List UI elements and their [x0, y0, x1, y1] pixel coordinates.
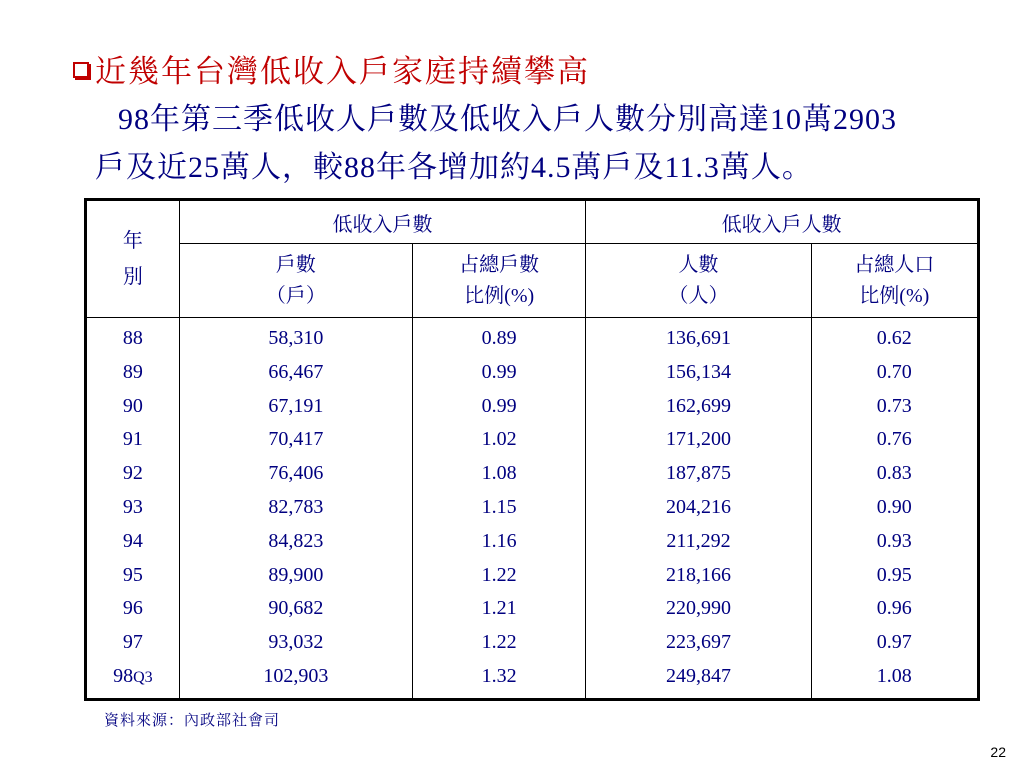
years-column: [86, 318, 180, 700]
table-cell: 218,166: [665, 563, 731, 586]
table-cell: 66,467: [268, 360, 324, 383]
table-cell: 1.22: [481, 631, 517, 654]
table-cell: 93,032: [268, 631, 324, 654]
table-cell: 0.89: [481, 327, 517, 349]
persons-column: [586, 318, 811, 700]
table-cell: 0.83: [876, 462, 912, 485]
households-column: [179, 318, 412, 700]
slide-title-text: 近幾年台灣低收入戶家庭持續攀高: [95, 54, 590, 89]
table-cell: 90: [122, 394, 143, 417]
table-cell: 0.99: [481, 360, 517, 383]
table-cell: 249,847: [665, 664, 731, 687]
table-cell: 156,134: [665, 360, 731, 383]
table-cell: 0.70: [876, 360, 912, 383]
table-cell: 171,200: [665, 428, 731, 451]
table-cell: 211,292: [666, 529, 731, 552]
table-cell: 95: [122, 563, 143, 586]
table-cell: 70,417: [268, 428, 324, 451]
table-cell: 1.32: [481, 664, 517, 687]
subtitle-line-1: 98年第三季低收人戶數及低收入戶人數分別高達10萬2903: [118, 103, 897, 136]
table-cell: 1.15: [481, 495, 517, 518]
group-header-households: 低收入戶數: [179, 200, 586, 244]
table-cell: 89: [122, 360, 143, 383]
table-cell: 67,191: [268, 394, 324, 417]
table-cell: 90,682: [268, 597, 324, 620]
table-cell: 102,903: [263, 664, 329, 687]
table-cell: 1.08: [481, 462, 517, 485]
table-cell: 220,990: [665, 597, 731, 620]
table-cell: 93: [122, 495, 143, 518]
table-cell: 162,699: [665, 394, 731, 417]
table-cell: 0.95: [876, 563, 912, 586]
table-cell: 0.93: [876, 529, 912, 552]
page-number: 22: [990, 744, 1006, 760]
col-header-persons: 人數 （人）: [586, 244, 811, 318]
quarter-suffix: Q3: [133, 668, 153, 686]
table-cell: 0.96: [876, 597, 912, 620]
table-cell: 0.73: [876, 394, 912, 417]
table-cell: 0.62: [876, 327, 912, 349]
table-cell: 88: [122, 327, 143, 349]
table-cell: 187,875: [665, 462, 731, 485]
table-cell: 1.22: [481, 563, 517, 586]
table-cell: 76,406: [268, 462, 324, 485]
subtitle-line-2: 戶及近25萬人，較88年各增加約4.5萬戶及11.3萬人。: [95, 151, 813, 184]
table-cell: 58,310: [268, 327, 324, 349]
table-cell: 89,900: [268, 563, 324, 586]
col-header-households: 戶數 （戶）: [179, 244, 412, 318]
group-header-persons: 低收入戶人數: [586, 200, 979, 244]
year-header: 年 別: [86, 200, 180, 318]
table-cell: 92: [122, 462, 143, 485]
table-cell: 1.08: [876, 664, 912, 687]
table-cell: 1.02: [481, 428, 517, 451]
table-cell: 0.90: [876, 495, 912, 518]
table-cell: 1.21: [481, 597, 517, 620]
household-pct-column: [412, 318, 585, 700]
source-note: 資料來源：內政部社會司: [104, 713, 281, 729]
table-cell: 97: [122, 631, 143, 654]
table-cell: 0.76: [876, 428, 912, 451]
table-cell: 91: [122, 428, 143, 451]
slide-subtitle: [95, 96, 975, 192]
table-cell: 0.97: [876, 631, 912, 654]
table-cell: 96: [122, 597, 143, 620]
table-cell: 204,216: [665, 495, 731, 518]
table-cell: 82,783: [268, 495, 324, 518]
slide-title: [73, 46, 590, 91]
col-header-population-pct: 占總人口 比例(%): [811, 244, 978, 318]
table-cell: 94: [122, 529, 143, 552]
table-cell: 136,691: [665, 327, 731, 349]
table-cell: 1.16: [481, 529, 517, 552]
population-pct-column: [811, 318, 978, 700]
table-cell: 0.99: [481, 394, 517, 417]
table-cell: 98Q3: [113, 664, 153, 687]
low-income-table: [84, 198, 980, 701]
square-bullet-icon: [73, 62, 89, 78]
col-header-household-pct: 占總戶數 比例(%): [412, 244, 585, 318]
table-cell: 84,823: [268, 529, 324, 552]
table-cell: 223,697: [665, 631, 731, 654]
